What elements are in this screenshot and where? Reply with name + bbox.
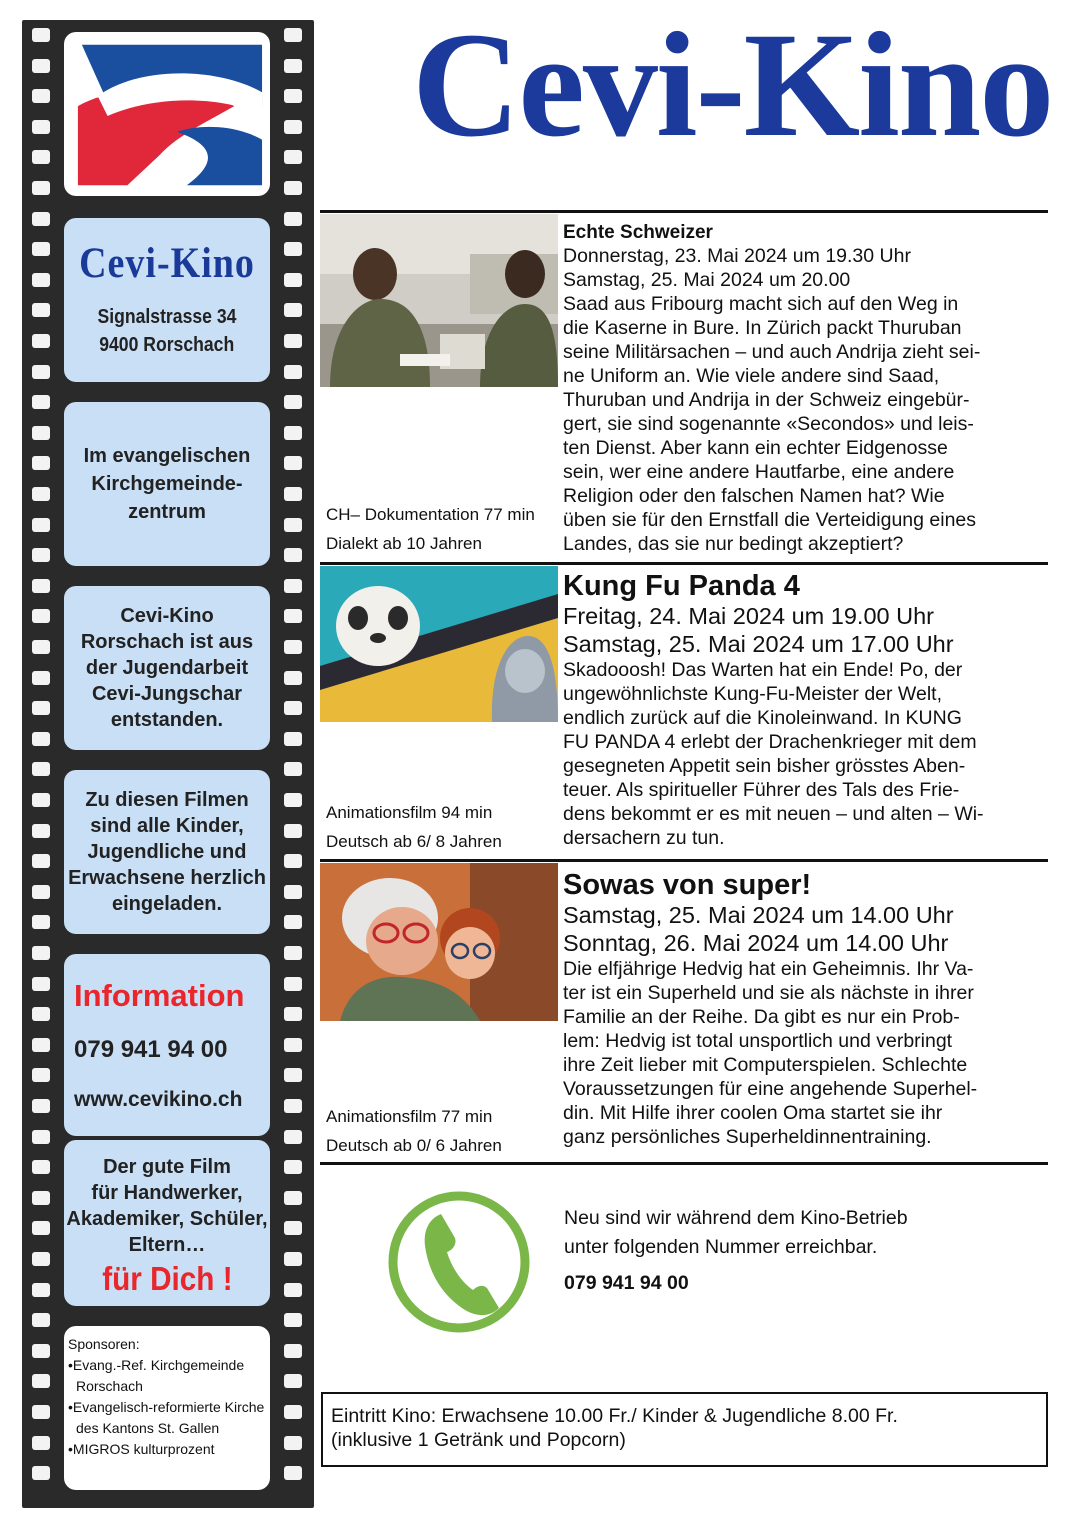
invite-line: sind alle Kinder, [90, 815, 244, 837]
movie-genre: Animationsfilm 94 min [326, 803, 493, 822]
film-perforation [32, 365, 50, 379]
movie-still-sowas-von-super [320, 863, 558, 1021]
movie-desc-line: ungewöhnlichste Kung-Fu-Meister der Welt, [563, 683, 942, 705]
film-perforation [32, 1130, 50, 1144]
film-perforation [284, 518, 302, 532]
film-perforation [284, 1374, 302, 1388]
sponsor-line: des Kantons St. Gallen [76, 1420, 220, 1436]
film-perforation [32, 1374, 50, 1388]
phone-icon [385, 1188, 533, 1336]
movie-desc-line: Voraussetzungen für eine angehende Superhel- [563, 1078, 978, 1100]
church-line: zentrum [128, 501, 206, 523]
movie-desc-line: seine Militärsachen – und auch Andrija zieht sei- [563, 341, 981, 363]
film-perforation [284, 793, 302, 807]
cevi-logo-icon [68, 36, 266, 192]
movie-info-kung-fu-panda-4 [563, 570, 1045, 850]
brand-name: Cevi-Kino [79, 238, 255, 288]
film-line: Eltern… [128, 1234, 206, 1256]
movie-info-sowas-von-super [563, 869, 1045, 1149]
film-perforation [284, 1191, 302, 1205]
about-line: Cevi-Jungschar [91, 683, 243, 705]
movie-still-kung-fu-panda-4 [320, 566, 558, 722]
about-line: der Jugendarbeit [85, 657, 249, 679]
address-street: Signalstrasse 34 [97, 306, 237, 328]
film-perforations-left [32, 28, 50, 1500]
movie-desc-line: FU PANDA 4 erlebt der Drachenkrieger mit dem [563, 731, 977, 753]
film-perforation [284, 1466, 302, 1480]
film-perforation [32, 548, 50, 562]
film-perforation [32, 1160, 50, 1174]
invite-line: eingeladen. [111, 893, 223, 915]
film-perforation [284, 273, 302, 287]
film-perforation [32, 1007, 50, 1021]
film-perforation [32, 1191, 50, 1205]
film-perforation [284, 1007, 302, 1021]
section-divider [320, 1162, 1048, 1165]
movie-desc-line: ne Uniform an. Wie viele andere sind Saad, [563, 365, 940, 387]
brand-panel [64, 218, 270, 382]
notice-phone-number[interactable]: 079 941 94 00 [564, 1272, 689, 1294]
for-you-text: für Dich ! [101, 1260, 233, 1297]
film-perforation [32, 150, 50, 164]
film-perforation [32, 1436, 50, 1450]
sponsor-line: •Evangelisch-reformierte Kirche [68, 1399, 265, 1415]
film-perforation [284, 762, 302, 776]
movie-desc-line: gert, sie sind sogenannte «Secondos» und leis- [563, 413, 974, 435]
movie-desc-line: Landes, das sie nur bedingt akzeptiert? [563, 533, 904, 555]
movie-desc-line: Saad aus Fribourg macht sich auf den Weg in [563, 293, 959, 315]
film-perforation [32, 1283, 50, 1297]
film-perforation [284, 28, 302, 42]
film-line: für Handwerker, [91, 1182, 243, 1204]
film-perforation [284, 334, 302, 348]
film-perforation [284, 1130, 302, 1144]
movie-date: Samstag, 25. Mai 2024 um 20.00 [563, 269, 851, 291]
film-perforations-right [284, 28, 302, 1500]
film-perforation [284, 1221, 302, 1235]
movie-desc-line: dersachern zu tun. [563, 827, 725, 849]
film-perforation [32, 701, 50, 715]
church-line: Kirchgemeinde- [91, 473, 243, 495]
film-perforation [284, 977, 302, 991]
movie-desc-line: ten Dienst. Aber kann ein echter Eidgenosse [563, 437, 948, 459]
film-perforation [284, 487, 302, 501]
film-perforation [32, 579, 50, 593]
film-perforation [284, 548, 302, 562]
film-perforation [32, 946, 50, 960]
movie-desc-line: endlich zurück auf die Kinoleinwand. In KUNG [563, 707, 962, 729]
movie-desc-line: ganz persönliches Superheldinnentraining. [563, 1126, 932, 1148]
sponsor-line: •Evang.-Ref. Kirchgemeinde [68, 1357, 245, 1373]
film-perforation [32, 28, 50, 42]
movie-title: Kung Fu Panda 4 [563, 570, 800, 602]
film-perforation [32, 762, 50, 776]
film-perforation [32, 609, 50, 623]
film-perforation [32, 854, 50, 868]
film-perforation [284, 671, 302, 685]
info-phone[interactable]: 079 941 94 00 [74, 1036, 228, 1063]
church-line: Im evangelischen [83, 445, 251, 467]
movie-language-age: Dialekt ab 10 Jahren [326, 534, 482, 553]
film-perforation [32, 1252, 50, 1266]
movie-date: Samstag, 25. Mai 2024 um 14.00 Uhr [563, 902, 954, 928]
film-perforation [284, 824, 302, 838]
movie-desc-line: lem: Hedvig ist total unsportlich und verbringt [563, 1030, 953, 1052]
film-strip-sidebar [22, 20, 314, 1508]
section-divider [320, 859, 1048, 862]
about-line: Rorschach ist aus [80, 631, 254, 653]
notice-line: Neu sind wir während dem Kino-Betrieb [564, 1207, 908, 1229]
movie-language-age: Deutsch ab 6/ 8 Jahren [326, 832, 502, 851]
about-panel [64, 586, 270, 750]
church-panel [64, 402, 270, 566]
movie-desc-line: Thuruban und Andrija in der Schweiz eingebür- [563, 389, 970, 411]
movie-desc-line: Die elfjährige Hedvig hat ein Geheimnis. Ihr Va- [563, 958, 974, 980]
film-perforation [32, 212, 50, 226]
film-perforation [284, 915, 302, 929]
film-perforation [284, 89, 302, 103]
info-website-link[interactable]: www.cevikino.ch [74, 1088, 243, 1111]
film-perforation [284, 1038, 302, 1052]
film-perforation [32, 395, 50, 409]
film-perforation [284, 1068, 302, 1082]
film-perforation [32, 885, 50, 899]
film-line: Der gute Film [103, 1156, 231, 1178]
movie-still-echte-schweizer [320, 214, 558, 387]
film-perforation [32, 977, 50, 991]
about-line: entstanden. [110, 709, 224, 731]
movie-info-echte-schweizer [563, 222, 1045, 556]
film-perforation [32, 518, 50, 532]
movie-desc-line: teuer. Als spiritueller Führer des Tals des Frie- [563, 779, 960, 801]
film-perforation [32, 1344, 50, 1358]
film-perforation [284, 1344, 302, 1358]
cevi-logo-panel [64, 32, 270, 196]
notice-text [564, 1204, 1034, 1262]
film-perforation [284, 1252, 302, 1266]
film-perforation [32, 303, 50, 317]
film-perforation [284, 1160, 302, 1174]
film-perforation [284, 854, 302, 868]
address-city: 9400 Rorschach [99, 334, 235, 356]
movie-desc-line: die Kaserne in Bure. In Zürich packt Thuruban [563, 317, 962, 339]
film-perforation [284, 1405, 302, 1419]
film-perforation [32, 242, 50, 256]
film-perforation [284, 885, 302, 899]
movie-meta [326, 500, 556, 558]
film-perforation [32, 120, 50, 134]
movie-language-age: Deutsch ab 0/ 6 Jahren [326, 1136, 502, 1155]
invite-line: Erwachsene herzlich [68, 867, 266, 889]
movie-date: Donnerstag, 23. Mai 2024 um 19.30 Uhr [563, 245, 911, 267]
film-perforation [284, 120, 302, 134]
film-perforation [284, 395, 302, 409]
admission-prices: Eintritt Kino: Erwachsene 10.00 Fr./ Kinder & Jugendliche 8.00 Fr. [331, 1405, 898, 1427]
film-perforation [32, 1068, 50, 1082]
invite-line: Zu diesen Filmen [85, 789, 249, 811]
film-perforation [32, 793, 50, 807]
movie-meta [326, 1102, 556, 1160]
film-perforation [284, 732, 302, 746]
film-perforation [32, 1466, 50, 1480]
section-divider [320, 562, 1048, 565]
info-title: Information [74, 978, 245, 1013]
movie-desc-line: ihre Zeit lieber mit Computerspielen. Schlechte [563, 1054, 968, 1076]
movie-date: Samstag, 25. Mai 2024 um 17.00 Uhr [563, 631, 954, 657]
info-panel [64, 954, 270, 1136]
film-perforation [284, 579, 302, 593]
sponsor-line: •MIGROS kulturprozent [68, 1441, 215, 1457]
film-perforation [32, 640, 50, 654]
movie-genre: CH– Dokumentation 77 min [326, 505, 535, 524]
about-line: Cevi-Kino [120, 605, 214, 627]
sponsors-title: Sponsoren: [68, 1336, 140, 1352]
film-perforation [284, 946, 302, 960]
film-perforation [32, 334, 50, 348]
movie-meta [326, 798, 556, 856]
film-perforation [284, 150, 302, 164]
movie-title: Echte Schweizer [563, 222, 713, 243]
film-perforation [32, 732, 50, 746]
film-perforation [284, 640, 302, 654]
film-perforation [284, 1283, 302, 1297]
film-perforation [284, 59, 302, 73]
film-perforation [32, 1099, 50, 1113]
good-film-panel [64, 1140, 270, 1306]
film-perforation [32, 1038, 50, 1052]
notice-line: unter folgenden Nummer erreichbar. [564, 1236, 878, 1258]
film-perforation [284, 1436, 302, 1450]
movie-date: Sonntag, 26. Mai 2024 um 14.00 Uhr [563, 930, 949, 956]
film-perforation [32, 59, 50, 73]
movie-desc-line: üben sie für den Ernstfall die Verteidigung eines [563, 509, 977, 531]
film-perforation [284, 212, 302, 226]
movie-desc-line: Religion oder den falschen Namen hat? Wie [563, 485, 945, 507]
movie-desc-line: Familie an der Reihe. Da gibt es nur ein Prob- [563, 1006, 960, 1028]
film-perforation [32, 181, 50, 195]
invite-panel [64, 770, 270, 934]
film-line: Akademiker, Schüler, [66, 1208, 268, 1230]
film-perforation [32, 1405, 50, 1419]
film-perforation [284, 609, 302, 623]
film-perforation [32, 824, 50, 838]
movie-desc-line: sein, wer eine andere Hautfarbe, eine andere [563, 461, 955, 483]
film-perforation [32, 456, 50, 470]
admission-box [321, 1392, 1048, 1467]
film-perforation [32, 273, 50, 287]
movie-desc-line: Skadooosh! Das Warten hat ein Ende! Po, der [563, 659, 963, 681]
film-perforation [32, 671, 50, 685]
film-perforation [32, 915, 50, 929]
movie-desc-line: din. Mit Hilfe ihrer coolen Oma startet sie ihr [563, 1102, 943, 1124]
film-perforation [32, 487, 50, 501]
page-title: Cevi-Kino [412, 2, 1053, 168]
sponsor-line: Rorschach [76, 1378, 143, 1394]
film-perforation [284, 426, 302, 440]
movie-desc-line: gesegneten Appetit sein bisher grösstes Aben- [563, 755, 966, 777]
invite-line: Jugendliche und [87, 841, 247, 863]
movie-genre: Animationsfilm 77 min [326, 1107, 493, 1126]
movie-title: Sowas von super! [563, 869, 812, 901]
sponsors-panel [64, 1326, 270, 1490]
film-perforation [284, 365, 302, 379]
film-perforation [284, 181, 302, 195]
film-perforation [284, 1313, 302, 1327]
admission-includes: (inklusive 1 Getränk und Popcorn) [331, 1429, 626, 1451]
film-perforation [32, 1313, 50, 1327]
movie-desc-line: dens bekommt er es mit neuen – und alten – Wi- [563, 803, 984, 825]
section-divider [320, 210, 1048, 213]
film-perforation [32, 426, 50, 440]
film-perforation [32, 89, 50, 103]
film-perforation [32, 1221, 50, 1235]
film-perforation [284, 242, 302, 256]
movie-date: Freitag, 24. Mai 2024 um 19.00 Uhr [563, 603, 934, 629]
movie-desc-line: ter ist ein Superheld und sie als nächste in ihrer [563, 982, 974, 1004]
film-perforation [284, 701, 302, 715]
film-perforation [284, 456, 302, 470]
film-perforation [284, 1099, 302, 1113]
film-perforation [284, 303, 302, 317]
